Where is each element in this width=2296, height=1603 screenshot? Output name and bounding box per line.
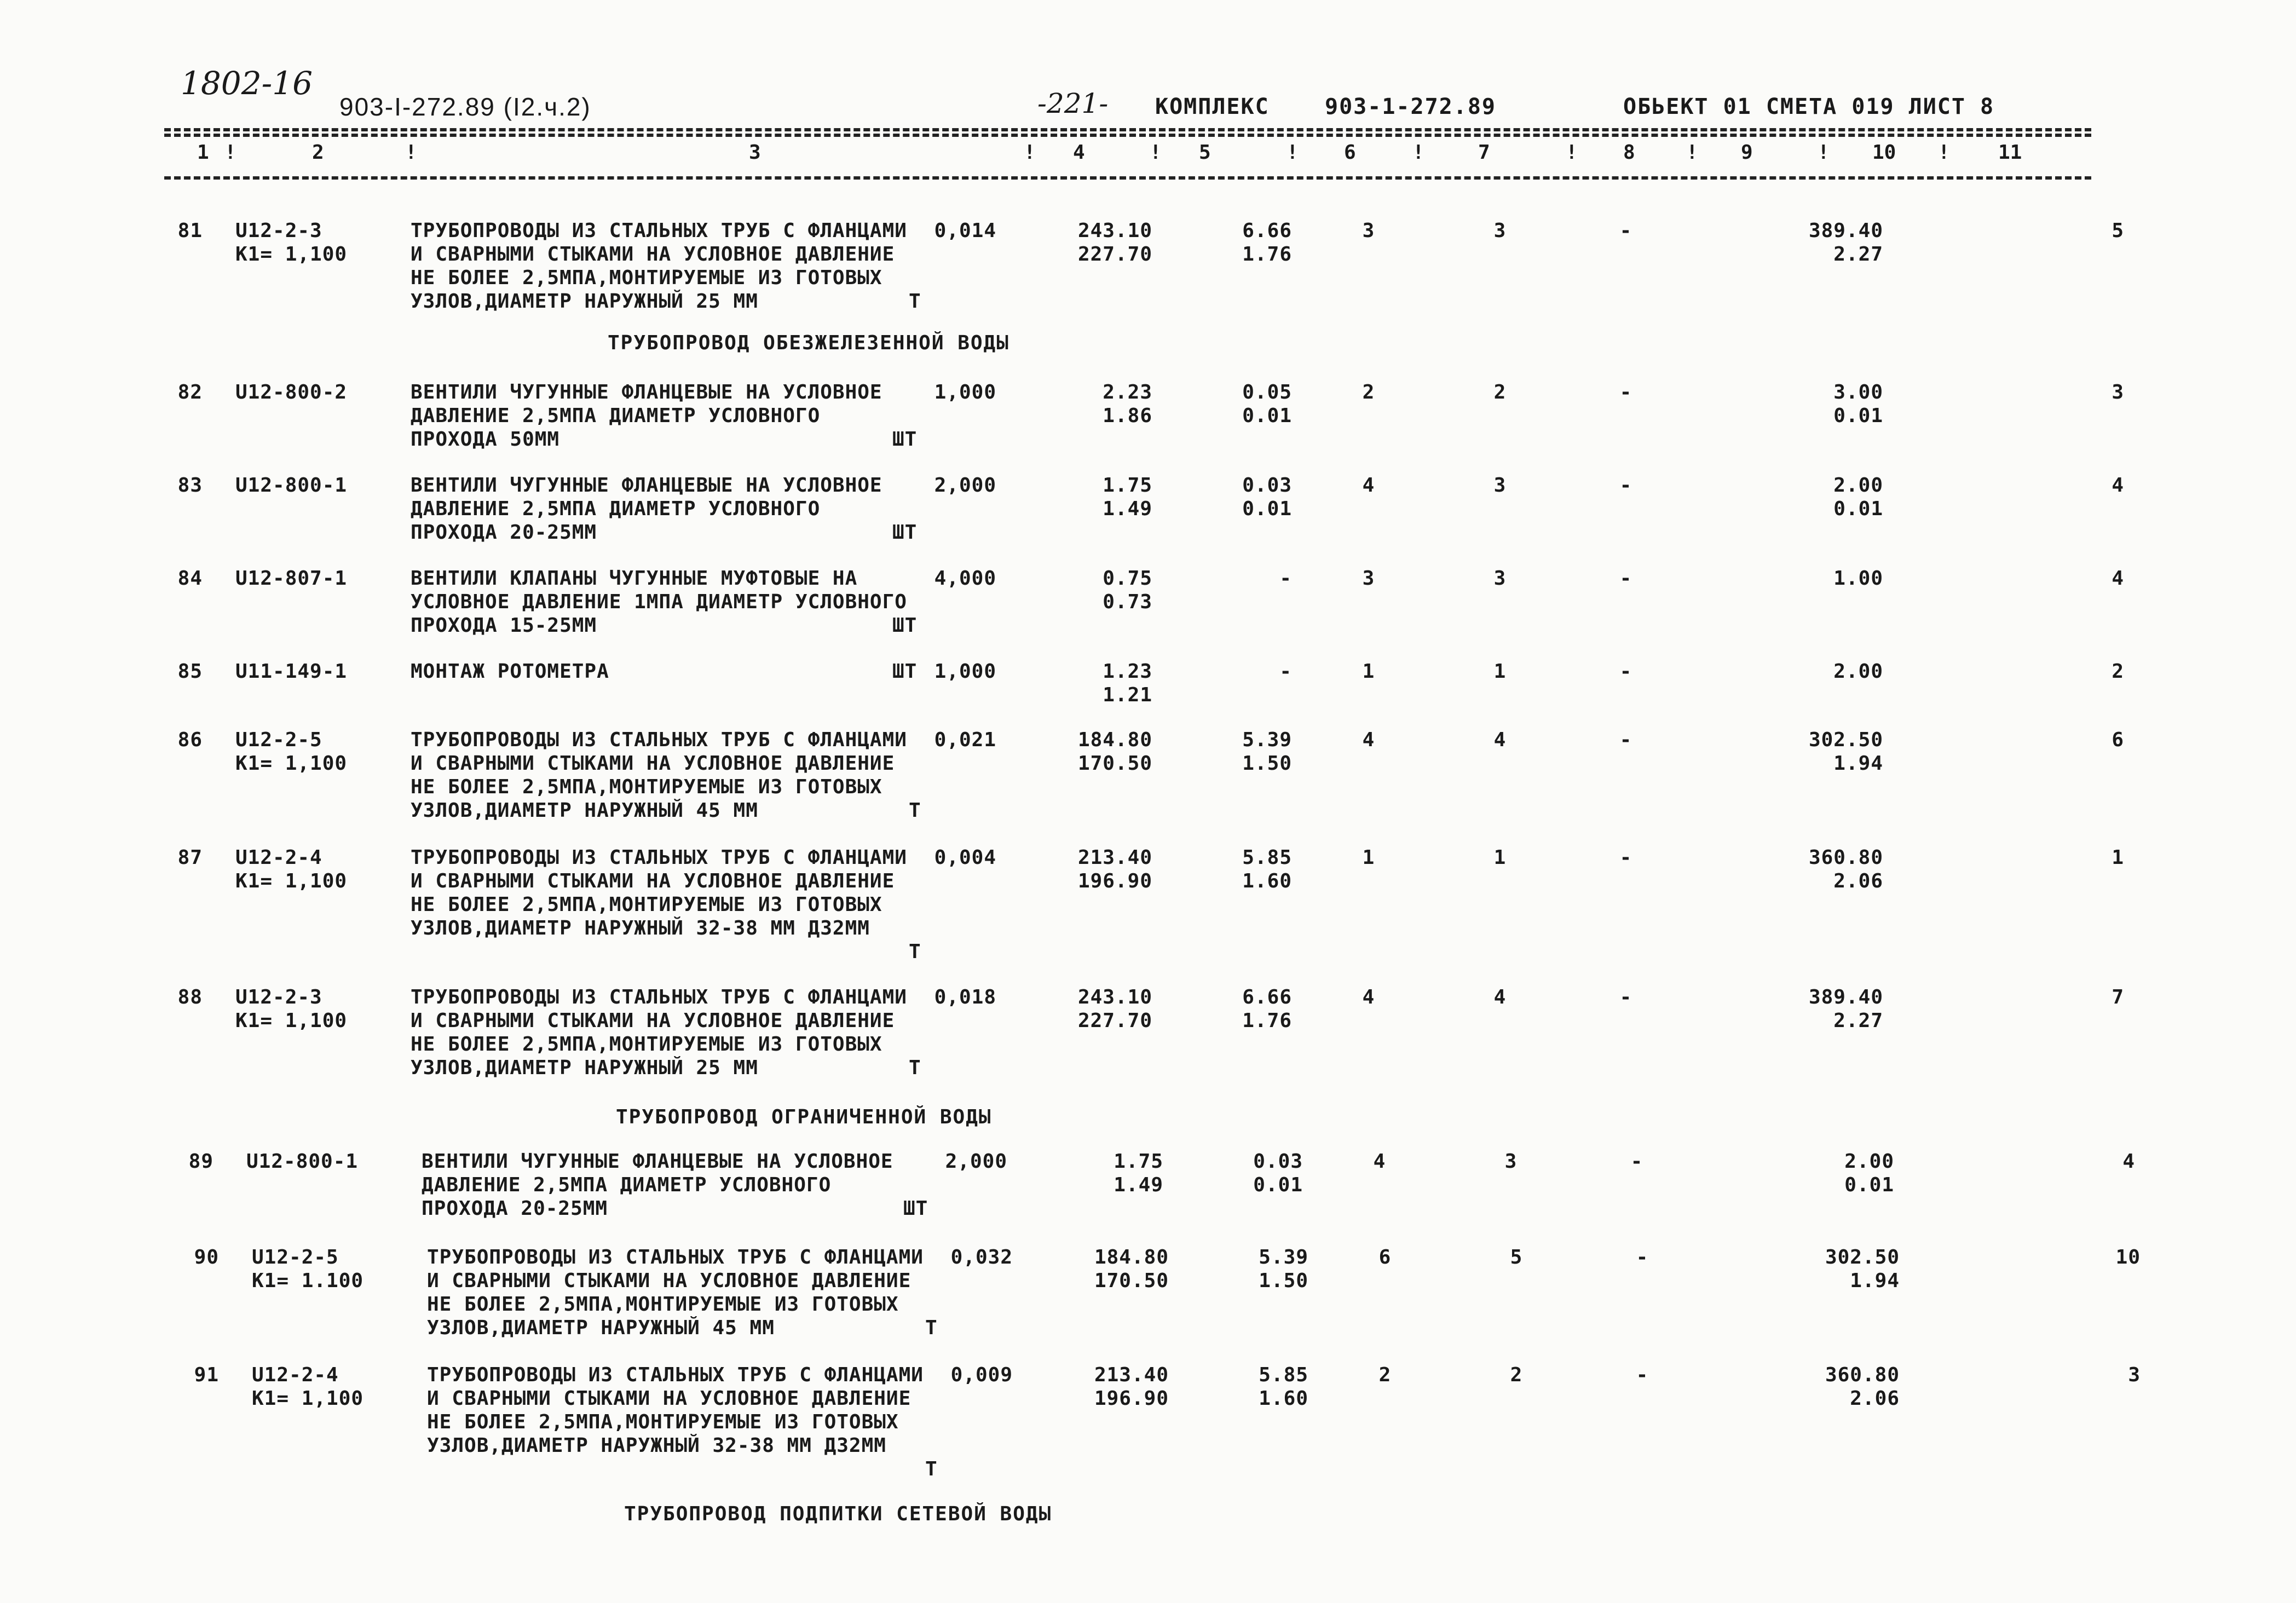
wage-cost-line: 5.39 — [1242, 729, 1292, 751]
col-7-value: 1 — [1362, 846, 1375, 869]
unit-price — [1016, 380, 1152, 428]
unit-of-measure: Т — [925, 1458, 938, 1480]
col-8-value: 3 — [1493, 567, 1507, 590]
row-number: 89 — [188, 1150, 214, 1173]
work-description-line: УЗЛОВ,ДИАМЕТР НАРУЖНЫЙ 25 ММ — [411, 1057, 758, 1079]
work-description-line: ДАВЛЕНИЕ 2,5МПА ДИАМЕТР УСЛОВНОГО — [422, 1174, 832, 1196]
wage-cost-line: 0.01 — [1242, 405, 1292, 427]
total-cost-line: 0.01 — [1844, 1174, 1894, 1196]
unit-of-measure: ШТ — [903, 1197, 928, 1220]
work-description-line: ТРУБОПРОВОДЫ ИЗ СТАЛЬНЫХ ТРУБ С ФЛАНЦАМИ — [411, 986, 907, 1008]
col-11-value: 5 — [2112, 220, 2124, 242]
wage-cost-line: 0.05 — [1242, 381, 1292, 403]
col-7-value: 4 — [1373, 1150, 1386, 1173]
total-cost-line: 2.00 — [1833, 474, 1883, 497]
col-8-value: 3 — [1493, 474, 1507, 497]
rate-code — [246, 1150, 358, 1173]
wage-cost-line: 0.03 — [1242, 474, 1292, 497]
unit-price-line: 213.40 — [1077, 846, 1152, 869]
rate-code-line: U12-800-1 — [235, 474, 348, 497]
total-cost — [1752, 1150, 1894, 1197]
total-cost — [1757, 1363, 1900, 1410]
rate-code — [235, 846, 347, 893]
col-7-value: 4 — [1362, 729, 1375, 751]
total-cost — [1741, 380, 1883, 428]
section-heading: ТРУБОПРОВОД ОГРАНИЧЕННОЙ ВОДЫ — [616, 1106, 992, 1128]
work-description-line: ВЕНТИЛИ КЛАПАНЫ ЧУГУННЫЕ МУФТОВЫЕ НА — [411, 567, 858, 590]
col-9-value: - — [1636, 1246, 1649, 1268]
total-cost-line: 2.06 — [1850, 1387, 1900, 1410]
total-cost — [1757, 1246, 1900, 1293]
section-heading: ТРУБОПРОВОД ОБЕЗЖЕЛЕЗЕННОЙ ВОДЫ — [608, 332, 1009, 354]
rate-code-line: U12-807-1 — [235, 567, 348, 590]
col-sep: ! — [1818, 141, 1830, 164]
row-number: 83 — [177, 474, 203, 497]
total-cost-line: 2.27 — [1833, 243, 1883, 266]
total-cost-line: 2.27 — [1833, 1010, 1883, 1032]
quantity: 0,004 — [934, 846, 996, 869]
work-description-line: И СВАРНЫМИ СТЫКАМИ НА УСЛОВНОЕ ДАВЛЕНИЕ — [411, 243, 895, 266]
col-11-value: 2 — [2112, 660, 2124, 683]
col-11-value: 3 — [2128, 1364, 2141, 1386]
work-description — [411, 567, 907, 637]
rate-code — [252, 1363, 364, 1410]
work-description-line: УСЛОВНОЕ ДАВЛЕНИЕ 1МПА ДИАМЕТР УСЛОВНОГО — [411, 591, 907, 613]
col-sep: ! — [224, 141, 236, 164]
col-8-value: 2 — [1510, 1364, 1523, 1386]
col-num-5: 5 — [1199, 141, 1211, 164]
row-number: 86 — [177, 729, 203, 751]
rate-code-line: K1= 1,100 — [235, 243, 348, 266]
unit-of-measure: ШТ — [892, 428, 918, 451]
col-7-value: 4 — [1362, 474, 1375, 497]
column-numbers — [0, 141, 2296, 169]
work-description-line: НЕ БОЛЕЕ 2,5МПА,МОНТИРУЕМЫЕ ИЗ ГОТОВЫХ — [411, 776, 882, 798]
unit-of-measure: Т — [925, 1317, 938, 1339]
col-num-1: 1 — [197, 141, 209, 164]
wage-cost-line: 6.66 — [1242, 986, 1292, 1008]
quantity: 0,018 — [934, 986, 996, 1008]
total-cost-line: 1.94 — [1850, 1270, 1900, 1292]
rate-code — [235, 660, 347, 683]
total-cost-line: 360.80 — [1808, 846, 1883, 869]
quantity: 4,000 — [934, 567, 996, 590]
col-8-value: 3 — [1504, 1150, 1518, 1173]
col-sep: ! — [1150, 141, 1162, 164]
work-description — [411, 846, 907, 940]
work-description-line: ТРУБОПРОВОДЫ ИЗ СТАЛЬНЫХ ТРУБ С ФЛАНЦАМИ — [427, 1364, 924, 1386]
work-description-line: И СВАРНЫМИ СТЫКАМИ НА УСЛОВНОЕ ДАВЛЕНИЕ — [411, 752, 895, 775]
col-9-value: - — [1619, 986, 1632, 1008]
quantity: 2,000 — [934, 474, 996, 497]
section-heading: ТРУБОПРОВОД ПОДПИТКИ СЕТЕВОЙ ВОДЫ — [624, 1503, 1052, 1525]
unit-price-line: 227.70 — [1077, 243, 1152, 266]
wage-cost-line: 1.50 — [1259, 1270, 1308, 1292]
rate-code-line: U12-2-5 — [235, 729, 322, 751]
work-description-line: И СВАРНЫМИ СТЫКАМИ НА УСЛОВНОЕ ДАВЛЕНИЕ — [427, 1387, 912, 1410]
row-number: 91 — [194, 1364, 219, 1386]
col-9-value: - — [1619, 567, 1632, 590]
col-num-6: 6 — [1344, 141, 1356, 164]
work-description — [411, 219, 907, 313]
col-num-9: 9 — [1741, 141, 1753, 164]
row-number: 87 — [177, 846, 203, 869]
work-description-line: ТРУБОПРОВОДЫ ИЗ СТАЛЬНЫХ ТРУБ С ФЛАНЦАМИ — [411, 220, 907, 242]
unit-price — [1032, 1246, 1169, 1293]
col-sep: ! — [1686, 141, 1698, 164]
top-rule — [164, 128, 2091, 131]
unit-price — [1016, 567, 1152, 614]
col-11-value: 6 — [2112, 729, 2124, 751]
work-description-line: НЕ БОЛЕЕ 2,5МПА,МОНТИРУЕМЫЕ ИЗ ГОТОВЫХ — [427, 1411, 899, 1433]
wage-cost-line: 0.03 — [1253, 1150, 1303, 1173]
rate-code — [252, 1246, 364, 1293]
wage-cost — [1182, 219, 1292, 266]
col-sep: ! — [405, 141, 417, 164]
col-7-value: 2 — [1362, 381, 1375, 403]
col-8-value: 4 — [1493, 729, 1507, 751]
unit-price — [1016, 985, 1152, 1033]
wage-cost — [1182, 567, 1292, 590]
work-description-line: ВЕНТИЛИ ЧУГУННЫЕ ФЛАНЦЕВЫЕ НА УСЛОВНОЕ — [411, 474, 882, 497]
unit-price — [1026, 1150, 1163, 1197]
wage-cost — [1182, 380, 1292, 428]
col-7-value: 2 — [1378, 1364, 1392, 1386]
unit-price-line: 1.49 — [1114, 1174, 1163, 1196]
col-num-11: 11 — [1998, 141, 2022, 164]
col-sep: ! — [1287, 141, 1299, 164]
work-description-line: ПРОХОДА 20-25ММ — [422, 1197, 608, 1220]
unit-price — [1016, 846, 1152, 893]
total-cost-line: 0.01 — [1833, 498, 1883, 520]
rate-code-line: U11-149-1 — [235, 660, 348, 683]
unit-price-line: 243.10 — [1077, 220, 1152, 242]
unit-price-line: 1.49 — [1103, 498, 1152, 520]
col-num-4: 4 — [1073, 141, 1085, 164]
quantity: 0,032 — [950, 1246, 1013, 1268]
handwritten-ref: 1802-16 — [181, 65, 313, 102]
total-cost-line: 0.01 — [1833, 405, 1883, 427]
work-description-line: УЗЛОВ,ДИАМЕТР НАРУЖНЫЙ 32-38 ММ Д32ММ — [411, 917, 870, 939]
wage-cost — [1182, 660, 1292, 683]
total-cost — [1741, 474, 1883, 521]
unit-price-line: 227.70 — [1077, 1010, 1152, 1032]
unit-price-line: 0.75 — [1103, 567, 1152, 590]
unit-of-measure: ШТ — [892, 614, 918, 637]
unit-price-line: 2.23 — [1103, 381, 1152, 403]
unit-price — [1032, 1363, 1169, 1410]
col-8-value: 2 — [1493, 381, 1507, 403]
work-description-line: ДАВЛЕНИЕ 2,5МПА ДИАМЕТР УСЛОВНОГО — [411, 405, 821, 427]
row-number: 85 — [177, 660, 203, 683]
work-description-line: ПРОХОДА 20-25ММ — [411, 521, 597, 544]
work-description-line: МОНТАЖ РОТОМЕТРА — [411, 660, 609, 683]
total-cost — [1741, 728, 1883, 775]
col-8-value: 1 — [1493, 846, 1507, 869]
col-9-value: - — [1619, 846, 1632, 869]
col-9-value: - — [1636, 1364, 1649, 1386]
wage-cost-line: 6.66 — [1242, 220, 1292, 242]
unit-price-line: 213.40 — [1094, 1364, 1169, 1386]
work-description-line: УЗЛОВ,ДИАМЕТР НАРУЖНЫЙ 45 ММ — [427, 1317, 775, 1339]
total-cost-line: 389.40 — [1808, 986, 1883, 1008]
col-11-value: 4 — [2112, 567, 2124, 590]
work-description-line: ПРОХОДА 50ММ — [411, 428, 560, 451]
total-cost — [1741, 660, 1883, 683]
row-number: 81 — [177, 220, 203, 242]
rate-code-line: U12-800-1 — [246, 1150, 359, 1173]
col-9-value: - — [1619, 729, 1632, 751]
work-description-line: ТРУБОПРОВОДЫ ИЗ СТАЛЬНЫХ ТРУБ С ФЛАНЦАМИ — [411, 846, 907, 869]
col-9-value: - — [1619, 474, 1632, 497]
unit-price-line: 0.73 — [1103, 591, 1152, 613]
unit-price-line: 184.80 — [1094, 1246, 1169, 1268]
rate-code — [235, 474, 347, 497]
work-description-line: ТРУБОПРОВОДЫ ИЗ СТАЛЬНЫХ ТРУБ С ФЛАНЦАМИ — [411, 729, 907, 751]
work-description — [427, 1363, 924, 1457]
rate-code — [235, 380, 347, 404]
col-7-value: 6 — [1378, 1246, 1392, 1268]
unit-price — [1016, 728, 1152, 775]
total-cost-line: 2.00 — [1833, 660, 1883, 683]
work-description-line: УЗЛОВ,ДИАМЕТР НАРУЖНЫЙ 25 ММ — [411, 290, 758, 313]
total-cost-line: 389.40 — [1808, 220, 1883, 242]
rate-code-line: K1= 1,100 — [235, 752, 348, 775]
col-9-value: - — [1619, 660, 1632, 683]
total-cost — [1741, 985, 1883, 1033]
col-9-value: - — [1630, 1150, 1643, 1173]
col-num-3: 3 — [749, 141, 761, 164]
col-7-value: 1 — [1362, 660, 1375, 683]
top-rule-2 — [164, 134, 2091, 137]
rate-code-line: U12-2-4 — [252, 1364, 339, 1386]
col-11-value: 1 — [2112, 846, 2124, 869]
col-8-value: 1 — [1493, 660, 1507, 683]
work-description-line: ТРУБОПРОВОДЫ ИЗ СТАЛЬНЫХ ТРУБ С ФЛАНЦАМИ — [427, 1246, 924, 1268]
rate-code — [235, 219, 347, 266]
total-cost-line: 302.50 — [1825, 1246, 1900, 1268]
wage-cost — [1182, 474, 1292, 521]
col-8-value: 4 — [1493, 986, 1507, 1008]
wage-cost-line: 1.76 — [1242, 1010, 1292, 1032]
quantity: 2,000 — [945, 1150, 1007, 1173]
col-num-7: 7 — [1478, 141, 1490, 164]
quantity: 1,000 — [934, 660, 996, 683]
col-11-value: 4 — [2112, 474, 2124, 497]
col-sep: ! — [1938, 141, 1950, 164]
wage-cost — [1199, 1246, 1308, 1293]
col-8-value: 5 — [1510, 1246, 1523, 1268]
work-description-line: НЕ БОЛЕЕ 2,5МПА,МОНТИРУЕМЫЕ ИЗ ГОТОВЫХ — [411, 1033, 882, 1056]
col-num-8: 8 — [1623, 141, 1635, 164]
unit-of-measure: Т — [909, 1057, 921, 1079]
unit-price-line: 170.50 — [1094, 1270, 1169, 1292]
work-description-line: ВЕНТИЛИ ЧУГУННЫЕ ФЛАНЦЕВЫЕ НА УСЛОВНОЕ — [422, 1150, 893, 1173]
rate-code-line: U12-2-5 — [252, 1246, 339, 1268]
page-number: -221- — [1037, 88, 1109, 119]
total-cost-line: 2.00 — [1844, 1150, 1894, 1173]
wage-cost-line: 5.39 — [1259, 1246, 1308, 1268]
unit-price-line: 1.75 — [1114, 1150, 1163, 1173]
quantity: 0,009 — [950, 1364, 1013, 1386]
row-number: 82 — [177, 381, 203, 403]
col-11-value: 4 — [2122, 1150, 2135, 1173]
work-description-line: УЗЛОВ,ДИАМЕТР НАРУЖНЫЙ 45 ММ — [411, 799, 758, 822]
col-11-value: 3 — [2112, 381, 2124, 403]
quantity: 1,000 — [934, 381, 996, 403]
rate-code — [235, 728, 347, 775]
wage-cost — [1182, 846, 1292, 893]
wage-cost-line: 1.60 — [1242, 870, 1292, 892]
col-7-value: 3 — [1362, 567, 1375, 590]
col-9-value: - — [1619, 381, 1632, 403]
work-description — [411, 474, 882, 544]
work-description-line: ВЕНТИЛИ ЧУГУННЫЕ ФЛАНЦЕВЫЕ НА УСЛОВНОЕ — [411, 381, 882, 403]
quantity: 0,021 — [934, 729, 996, 751]
unit-price — [1016, 219, 1152, 266]
col-num-10: 10 — [1872, 141, 1896, 164]
unit-of-measure: Т — [909, 290, 921, 313]
unit-price — [1016, 474, 1152, 521]
rate-code — [235, 567, 347, 590]
object-info: ОБЬЕКТ 01 СМЕТА 019 ЛИСТ 8 — [1623, 94, 1995, 119]
complex-code: 903-1-272.89 — [1325, 94, 1496, 119]
col-11-value: 10 — [2115, 1246, 2141, 1268]
wage-cost-line: - — [1279, 567, 1292, 590]
total-cost — [1741, 567, 1883, 590]
col-sep: ! — [1412, 141, 1424, 164]
unit-price-line: 1.21 — [1103, 684, 1152, 706]
work-description-line: И СВАРНЫМИ СТЫКАМИ НА УСЛОВНОЕ ДАВЛЕНИЕ — [411, 1010, 895, 1032]
work-description — [427, 1246, 924, 1340]
wage-cost-line: 0.01 — [1253, 1174, 1303, 1196]
unit-price-line: 184.80 — [1077, 729, 1152, 751]
work-description-line: И СВАРНЫМИ СТЫКАМИ НА УСЛОВНОЕ ДАВЛЕНИЕ — [427, 1270, 912, 1292]
work-description-line: НЕ БОЛЕЕ 2,5МПА,МОНТИРУЕМЫЕ ИЗ ГОТОВЫХ — [411, 893, 882, 916]
total-cost-line: 360.80 — [1825, 1364, 1900, 1386]
rate-code-line: U12-2-4 — [235, 846, 322, 869]
col-sep: ! — [1566, 141, 1578, 164]
rate-code-line: U12-800-2 — [235, 381, 348, 403]
rate-code-line: K1= 1,100 — [235, 1010, 348, 1032]
unit-of-measure: ШТ — [892, 660, 918, 683]
unit-price-line: 1.23 — [1103, 660, 1152, 683]
row-number: 84 — [177, 567, 203, 590]
total-cost-line: 1.00 — [1833, 567, 1883, 590]
unit-price-line: 1.86 — [1103, 405, 1152, 427]
col-7-value: 4 — [1362, 986, 1375, 1008]
rate-code-line: K1= 1,100 — [252, 1387, 364, 1410]
work-description-line: УЗЛОВ,ДИАМЕТР НАРУЖНЫЙ 32-38 ММ Д32ММ — [427, 1434, 886, 1457]
total-cost — [1741, 219, 1883, 266]
total-cost — [1741, 846, 1883, 893]
work-description — [411, 985, 907, 1080]
wage-cost — [1182, 728, 1292, 775]
wage-cost-line: 1.76 — [1242, 243, 1292, 266]
header-bottom-rule — [164, 176, 2091, 180]
complex-label: КОМПЛЕКС — [1155, 94, 1270, 119]
col-11-value: 7 — [2112, 986, 2124, 1008]
work-description-line: ПРОХОДА 15-25ММ — [411, 614, 597, 637]
wage-cost-line: 5.85 — [1259, 1364, 1308, 1386]
wage-cost-line: - — [1279, 660, 1292, 683]
unit-price-line: 170.50 — [1077, 752, 1152, 775]
col-8-value: 3 — [1493, 220, 1507, 242]
unit-of-measure: Т — [909, 941, 921, 963]
wage-cost — [1182, 985, 1292, 1033]
total-cost-line: 3.00 — [1833, 381, 1883, 403]
work-description — [411, 728, 907, 822]
col-9-value: - — [1619, 220, 1632, 242]
unit-of-measure: ШТ — [892, 521, 918, 544]
rate-code-line: K1= 1.100 — [252, 1270, 364, 1292]
unit-price-line: 1.75 — [1103, 474, 1152, 497]
work-description — [411, 380, 882, 451]
wage-cost — [1193, 1150, 1303, 1197]
rate-code-line: U12-2-3 — [235, 986, 322, 1008]
unit-price-line: 243.10 — [1077, 986, 1152, 1008]
unit-of-measure: Т — [909, 799, 921, 822]
col-sep: ! — [1024, 141, 1036, 164]
total-cost-line: 302.50 — [1808, 729, 1883, 751]
wage-cost-line: 1.50 — [1242, 752, 1292, 775]
row-number: 90 — [194, 1246, 219, 1268]
work-description-line: НЕ БОЛЕЕ 2,5МПА,МОНТИРУЕМЫЕ ИЗ ГОТОВЫХ — [427, 1293, 899, 1316]
col-7-value: 3 — [1362, 220, 1375, 242]
wage-cost-line: 0.01 — [1242, 498, 1292, 520]
total-cost-line: 1.94 — [1833, 752, 1883, 775]
unit-price-line: 196.90 — [1094, 1387, 1169, 1410]
unit-price — [1016, 660, 1152, 707]
wage-cost — [1199, 1363, 1308, 1410]
work-description — [422, 1150, 893, 1220]
quantity: 0,014 — [934, 220, 996, 242]
rate-code-line: U12-2-3 — [235, 220, 322, 242]
col-num-2: 2 — [312, 141, 324, 164]
rate-code — [235, 985, 347, 1033]
total-cost-line: 2.06 — [1833, 870, 1883, 892]
project-code: 903-I-272.89 (I2.ч.2) — [339, 93, 591, 121]
wage-cost-line: 5.85 — [1242, 846, 1292, 869]
wage-cost-line: 1.60 — [1259, 1387, 1308, 1410]
work-description-line: НЕ БОЛЕЕ 2,5МПА,МОНТИРУЕМЫЕ ИЗ ГОТОВЫХ — [411, 267, 882, 289]
unit-price-line: 196.90 — [1077, 870, 1152, 892]
work-description-line: ДАВЛЕНИЕ 2,5МПА ДИАМЕТР УСЛОВНОГО — [411, 498, 821, 520]
work-description-line: И СВАРНЫМИ СТЫКАМИ НА УСЛОВНОЕ ДАВЛЕНИЕ — [411, 870, 895, 892]
work-description — [411, 660, 609, 683]
rate-code-line: K1= 1,100 — [235, 870, 348, 892]
row-number: 88 — [177, 986, 203, 1008]
